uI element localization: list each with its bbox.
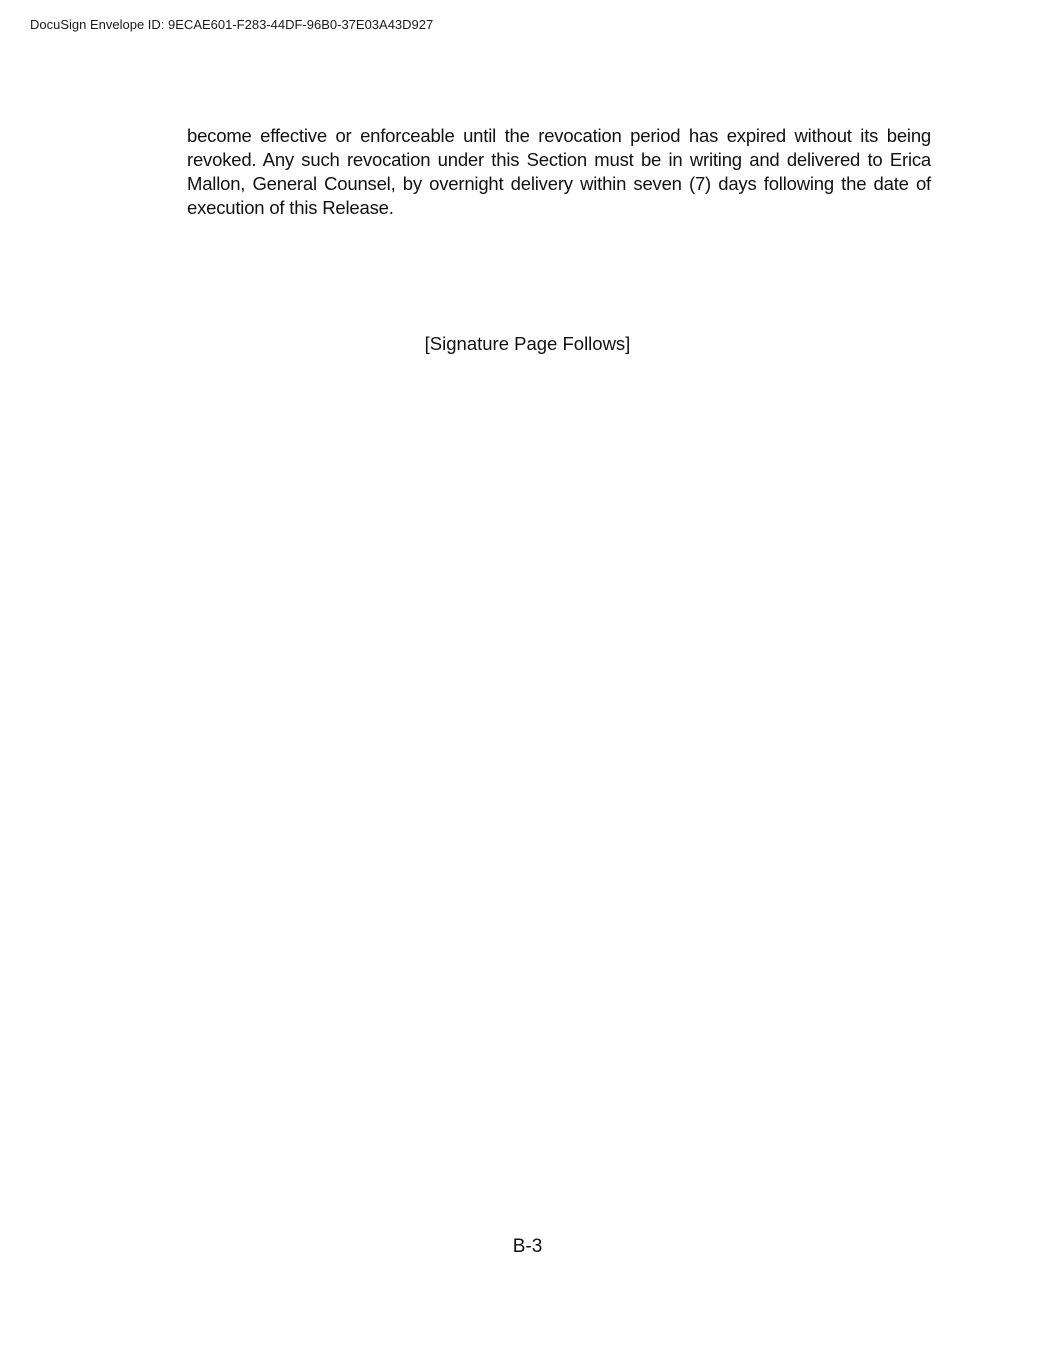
docusign-envelope-id: DocuSign Envelope ID: 9ECAE601-F283-44DF-96B0-37E03A43D927 xyxy=(30,17,434,32)
signature-page-follows-note: [Signature Page Follows] xyxy=(424,333,631,354)
release-paragraph: become effective or enforceable until the revocation period has expired without its being revoked. Any such revocation under this Section must be in writing and delivered to Erica Mallon, General Counsel, by overnight delivery within seven (7) days following the date of execution of this Release. xyxy=(187,125,931,218)
page-number: B-3 xyxy=(512,1236,543,1257)
